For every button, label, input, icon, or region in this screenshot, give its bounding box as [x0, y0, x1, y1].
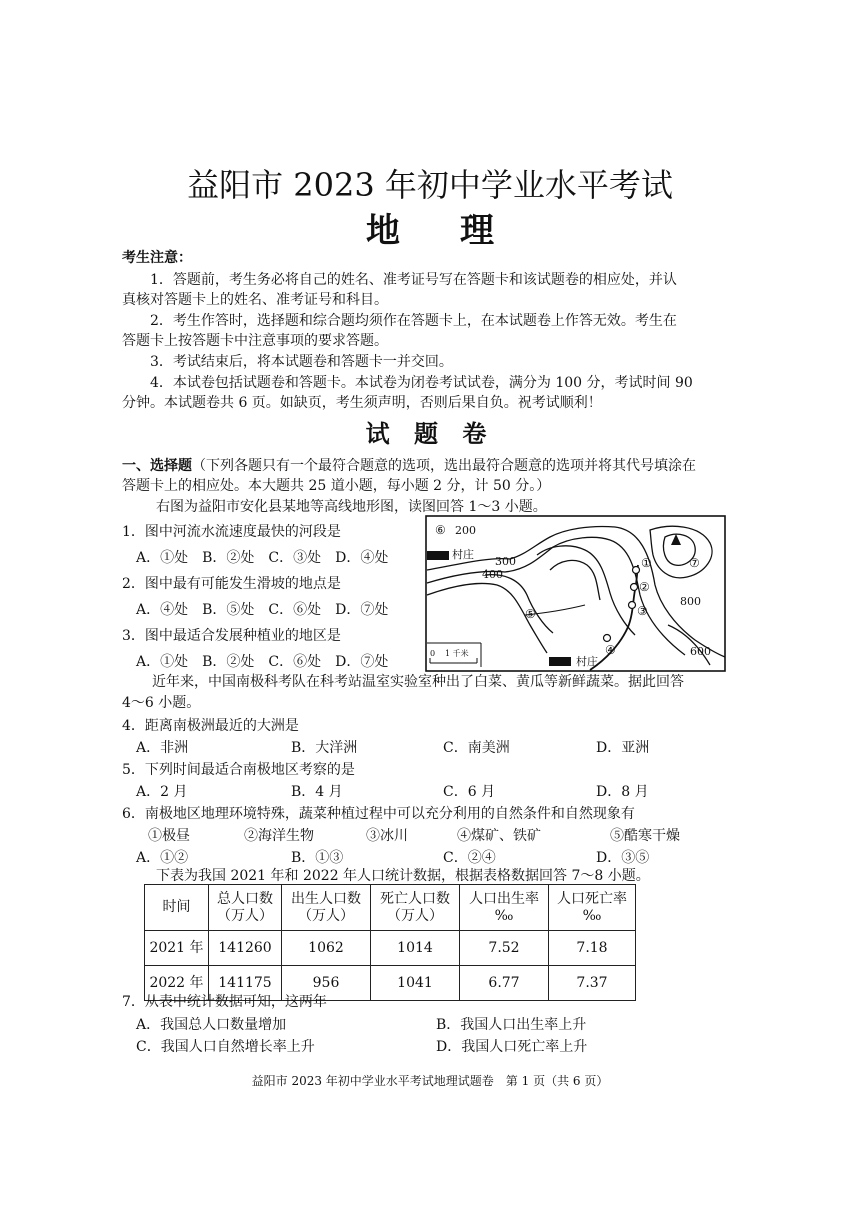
contour-label: 400 [482, 568, 503, 581]
contour-label: 200 [455, 524, 476, 537]
intro2: 近年来，中国南极科考队在科考站温室实验室种出了白菜、黄瓜等新鲜蔬菜。据此回答 [152, 674, 684, 690]
point-label: ⑥ [435, 523, 446, 537]
q5-option-d: D．8 月 [596, 784, 649, 800]
q1-options: A．①处 B．②处 C．③处 D．④处 [136, 550, 389, 566]
q5-option-b: B．4 月 [291, 784, 343, 800]
q7-option-c: C．我国人口自然增长率上升 [136, 1039, 315, 1055]
section1-desc: （下列各题只有一个最符合题意的选项，选出最符合题意的选项并将其代号填涂在 [192, 458, 696, 474]
table-cell: 2021 年 [145, 931, 209, 966]
notice-line: 真核对答题卡上的姓名、准考证号和科目。 [122, 292, 388, 308]
notice-heading: 考生注意： [122, 250, 192, 266]
q4-stem: 4．距离南极洲最近的大洲是 [122, 718, 299, 734]
table-cell: 7.18 [549, 931, 636, 966]
q4-option-d: D．亚洲 [596, 740, 650, 756]
population-table [144, 884, 636, 1001]
section1-desc2: 答题卡上的相应处。本大题共 25 道小题，每小题 2 分，计 50 分。） [122, 478, 551, 494]
notice-line: 2．考生作答时，选择题和综合题均须作在答题卡上，在本试题卷上作答无效。考生在 [150, 313, 677, 329]
point-label: ① [641, 556, 652, 570]
contour-map [425, 515, 726, 672]
table-header-row [145, 885, 636, 931]
scale-zero: 0 [430, 649, 436, 658]
q5-option-c: C．6 月 [443, 784, 496, 800]
exam-title: 益阳市 2023 年初中学业水平考试 [187, 166, 673, 204]
contour-label: 800 [680, 595, 701, 608]
section1-heading: 一、选择题 [122, 458, 192, 474]
table-header-cell: 总人口数 （万人） [209, 885, 282, 931]
q6-option-c: C．②④ [443, 850, 496, 866]
point-label: ② [639, 580, 650, 594]
village-label: 村庄 [452, 548, 474, 561]
table-cell: 1062 [282, 931, 371, 966]
q6-option-d: D．③⑤ [596, 850, 650, 866]
point-label: ④ [605, 643, 616, 657]
subject-title: 地理 [366, 211, 554, 251]
point-label: ③ [637, 604, 648, 618]
table-header-cell: 人口出生率 ‰ [460, 885, 549, 931]
intro2-cont: 4～6 小题。 [122, 695, 201, 711]
table-header-cell: 时间 [145, 885, 209, 931]
table-row [145, 931, 636, 966]
table-cell: 141175 [209, 966, 282, 1001]
section-title: 试 题 卷 [365, 419, 495, 448]
q7-option-b: B．我国人口出生率上升 [436, 1017, 587, 1033]
q2-options: A．④处 B．⑤处 C．⑥处 D．⑦处 [136, 602, 389, 618]
table-cell: 1041 [371, 966, 460, 1001]
notice-line: 3．考试结束后，将本试题卷和答题卡一并交回。 [150, 354, 453, 370]
scale-bar [427, 643, 481, 667]
notice-line: 分钟。本试题卷共 6 页。如缺页，考生须声明，否则后果自负。祝考试顺利！ [122, 395, 602, 411]
table-cell: 956 [282, 966, 371, 1001]
q7-option-d: D．我国人口死亡率上升 [436, 1039, 588, 1055]
table-header-cell: 人口死亡率 ‰ [549, 885, 636, 931]
table-cell: 141260 [209, 931, 282, 966]
section1-heading-line [122, 456, 696, 476]
table-cell: 7.37 [549, 966, 636, 1001]
point-label: ⑦ [689, 556, 700, 570]
notice-line: 1．答题前，考生务必将自己的姓名、准考证号写在答题卡和该试题卷的相应处，并认 [150, 272, 677, 288]
table-cell: 7.52 [460, 931, 549, 966]
q6-item: ①极昼 [148, 828, 190, 844]
q5-option-a: A．2 月 [136, 784, 188, 800]
q6-option-b: B．①③ [291, 850, 344, 866]
q4-option-a: A．非洲 [136, 740, 189, 756]
q2-stem: 2．图中最有可能发生滑坡的地点是 [122, 576, 341, 592]
q6-stem: 6．南极地区地理环境特殊，蔬菜种植过程中可以充分利用的自然条件和自然现象有 [122, 806, 635, 822]
scale-label: 1 千米 [445, 649, 469, 658]
q6-item: ④煤矿、铁矿 [457, 828, 541, 844]
table-intro: 下表为我国 2021 年和 2022 年人口统计数据，根据表格数据回答 7～8 小题。 [156, 868, 650, 884]
map-intro: 右图为益阳市安化县某地等高线地形图，读图回答 1～3 小题。 [156, 499, 547, 515]
q6-option-a: A．①② [136, 850, 189, 866]
q6-item: ③冰川 [366, 828, 408, 844]
q7-stem: 7．从表中统计数据可知，这两年 [122, 994, 327, 1010]
q7-option-a: A．我国总人口数量增加 [136, 1017, 287, 1033]
table-header-cell: 出生人口数 （万人） [282, 885, 371, 931]
notice-line: 答题卡上按答题卡中注意事项的要求答题。 [122, 333, 388, 349]
notice-line: 4．本试卷包括试题卷和答题卡。本试卷为闭卷考试试卷，满分为 100 分，考试时间 90 [150, 375, 693, 391]
village-label: 村庄 [576, 655, 598, 668]
q6-item: ⑤酷寒干燥 [610, 828, 680, 844]
q4-option-c: C．南美洲 [443, 740, 510, 756]
village-marker [427, 551, 449, 560]
q6-item: ②海洋生物 [244, 828, 314, 844]
q4-option-b: B．大洋洲 [291, 740, 358, 756]
table-cell: 2022 年 [145, 966, 209, 1001]
q3-stem: 3．图中最适合发展种植业的地区是 [122, 628, 341, 644]
point-label: ⑤ [525, 607, 536, 621]
village-marker [549, 657, 571, 666]
page-footer: 益阳市 2023 年初中学业水平考试地理试题卷 第 1 页（共 6 页） [251, 1074, 609, 1088]
q3-options: A．①处 B．②处 C．⑥处 D．⑦处 [136, 654, 389, 670]
table-header-cell: 死亡人口数 （万人） [371, 885, 460, 931]
contour-label: 300 [495, 555, 516, 568]
table-cell: 1014 [371, 931, 460, 966]
q1-stem: 1．图中河流水流速度最快的河段是 [122, 524, 341, 540]
contour-label: 600 [690, 645, 711, 658]
table-cell: 6.77 [460, 966, 549, 1001]
peak-icon [671, 534, 681, 545]
q5-stem: 5．下列时间最适合南极地区考察的是 [122, 762, 355, 778]
